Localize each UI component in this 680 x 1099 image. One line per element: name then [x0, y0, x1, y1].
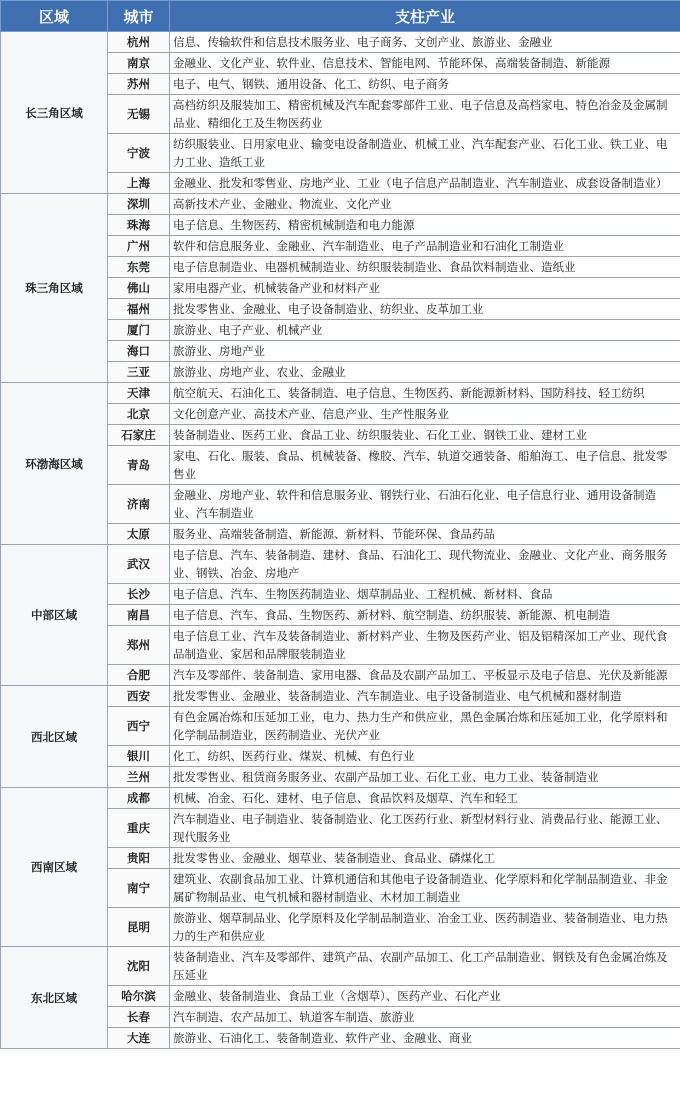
industries-cell: 批发零售业、金融业、装备制造业、汽车制造业、电子设备制造业、电气机械和器材制造	[170, 686, 680, 707]
industries-cell: 化工、纺织、医药行业、煤炭、机械、有色行业	[170, 746, 680, 767]
city-cell: 南京	[108, 53, 170, 74]
industries-cell: 旅游业、电子产业、机械产业	[170, 320, 680, 341]
industries-cell: 装备制造业、汽车及零部件、建筑产品、农副产品加工、化工产品制造业、钢铁及有色金属冶炼及压延业	[170, 947, 680, 986]
industries-cell: 金融业、装备制造业、食品工业（含烟草）、医药产业、石化产业	[170, 986, 680, 1007]
industries-cell: 汽车及零部件、装备制造、家用电器、食品及农副产品加工、平板显示及电子信息、光伏及新能源	[170, 665, 680, 686]
industries-cell: 金融业、批发和零售业、房地产业、工业（电子信息产品制造业、汽车制造业、成套设备制造业）	[170, 173, 680, 194]
industries-cell: 高档纺织及服装加工、精密机械及汽车配套零部件工业、电子信息及高档家电、特色冶金及金属制品业、精细化工及生物医药业	[170, 95, 680, 134]
city-cell: 珠海	[108, 215, 170, 236]
city-cell: 南昌	[108, 605, 170, 626]
industries-cell: 纺织服装业、日用家电业、输变电设备制造业、机械工业、汽车配套产业、石化工业、铁工业、电力工业、造纸工业	[170, 134, 680, 173]
industries-cell: 装备制造业、医药工业、食品工业、纺织服装业、石化工业、钢铁工业、建材工业	[170, 425, 680, 446]
industries-cell: 电子信息、汽车、食品、生物医药、新材料、航空制造、纺织服装、新能源、机电制造	[170, 605, 680, 626]
city-cell: 兰州	[108, 767, 170, 788]
city-cell: 昆明	[108, 908, 170, 947]
region-cell: 珠三角区域	[1, 194, 108, 383]
industries-cell: 电子信息、汽车、生物医药制造业、烟草制品业、工程机械、新材料、食品	[170, 584, 680, 605]
city-cell: 广州	[108, 236, 170, 257]
city-cell: 海口	[108, 341, 170, 362]
city-cell: 北京	[108, 404, 170, 425]
industries-cell: 高新技术产业、金融业、物流业、文化产业	[170, 194, 680, 215]
region-cell: 环渤海区域	[1, 383, 108, 545]
city-cell: 合肥	[108, 665, 170, 686]
industries-cell: 航空航天、石油化工、装备制造、电子信息、生物医药、新能源新材料、国防科技、轻工纺织	[170, 383, 680, 404]
city-cell: 哈尔滨	[108, 986, 170, 1007]
city-cell: 银川	[108, 746, 170, 767]
industries-cell: 批发零售业、租赁商务服务业、农副产品加工业、石化工业、电力工业、装备制造业	[170, 767, 680, 788]
region-cell: 长三角区域	[1, 32, 108, 194]
industries-cell: 家用电器产业、机械装备产业和材料产业	[170, 278, 680, 299]
industries-cell: 旅游业、房地产业、农业、金融业	[170, 362, 680, 383]
industries-cell: 电子信息制造业、电器机械制造业、纺织服装制造业、食品饮料制造业、造纸业	[170, 257, 680, 278]
city-cell: 长春	[108, 1007, 170, 1028]
industries-cell: 信息、传输软件和信息技术服务业、电子商务、文创产业、旅游业、金融业	[170, 32, 680, 53]
industries-cell: 家电、石化、服装、食品、机械装备、橡胶、汽车、轨道交通装备、船舶海工、电子信息、批发零售业	[170, 446, 680, 485]
city-cell: 青岛	[108, 446, 170, 485]
city-cell: 天津	[108, 383, 170, 404]
city-cell: 宁波	[108, 134, 170, 173]
table-row	[1, 788, 680, 809]
city-cell: 重庆	[108, 809, 170, 848]
industries-cell: 建筑业、农副食品加工业、计算机通信和其他电子设备制造业、化学原料和化学制品制造业、非金属矿物制品业、电气机械和器材制造业、木材加工制造业	[170, 869, 680, 908]
industries-cell: 文化创意产业、高技术产业、信息产业、生产性服务业	[170, 404, 680, 425]
industries-cell: 旅游业、烟草制品业、化学原料及化学制品制造业、冶金工业、医药制造业、装备制造业、电力热力的生产和供应业	[170, 908, 680, 947]
city-cell: 贵阳	[108, 848, 170, 869]
city-cell: 大连	[108, 1028, 170, 1049]
city-cell: 石家庄	[108, 425, 170, 446]
industries-cell: 电子信息、汽车、装备制造、建材、食品、石油化工、现代物流业、金融业、文化产业、商务服务业、钢铁、冶金、房地产	[170, 545, 680, 584]
city-cell: 西宁	[108, 707, 170, 746]
city-cell: 济南	[108, 485, 170, 524]
industries-cell: 旅游业、房地产业	[170, 341, 680, 362]
city-cell: 三亚	[108, 362, 170, 383]
industries-cell: 有色金属冶炼和压延加工业，电力、热力生产和供应业，黑色金属冶炼和压延加工业，化学原料和化学制品制造业，医药制造业、光伏产业	[170, 707, 680, 746]
table-body	[1, 32, 680, 1049]
city-cell: 太原	[108, 524, 170, 545]
table-row	[1, 947, 680, 986]
industries-cell: 汽车制造业、电子制造业、装备制造业、化工医药行业、新型材料行业、消费品行业、能源工业、现代服务业	[170, 809, 680, 848]
table-row	[1, 194, 680, 215]
city-cell: 长沙	[108, 584, 170, 605]
city-cell: 东莞	[108, 257, 170, 278]
city-cell: 西安	[108, 686, 170, 707]
industries-cell: 电子信息、生物医药、精密机械制造和电力能源	[170, 215, 680, 236]
city-cell: 郑州	[108, 626, 170, 665]
city-cell: 佛山	[108, 278, 170, 299]
industries-cell: 批发零售业、金融业、烟草业、装备制造业、食品业、磷煤化工	[170, 848, 680, 869]
table-row	[1, 32, 680, 53]
industries-cell: 服务业、高端装备制造、新能源、新材料、节能环保、食品药品	[170, 524, 680, 545]
city-cell: 福州	[108, 299, 170, 320]
city-cell: 厦门	[108, 320, 170, 341]
city-cell: 苏州	[108, 74, 170, 95]
city-cell: 上海	[108, 173, 170, 194]
industries-cell: 旅游业、石油化工、装备制造业、软件产业、金融业、商业	[170, 1028, 680, 1049]
city-cell: 沈阳	[108, 947, 170, 986]
city-cell: 南宁	[108, 869, 170, 908]
header-row	[1, 1, 680, 32]
region-cell: 东北区域	[1, 947, 108, 1049]
city-cell: 成都	[108, 788, 170, 809]
table-row	[1, 686, 680, 707]
industries-cell: 机械、冶金、石化、建材、电子信息、食品饮料及烟草、汽车和轻工	[170, 788, 680, 809]
industries-cell: 电子、电气、钢铁、通用设备、化工、纺织、电子商务	[170, 74, 680, 95]
industries-cell: 电子信息工业、汽车及装备制造业、新材料产业、生物及医药产业、铝及铝精深加工产业、现代食品制造业、家居和品牌服装制造业	[170, 626, 680, 665]
industry-header: 支柱产业	[170, 1, 680, 32]
region-header: 区域	[1, 1, 108, 32]
city-cell: 武汉	[108, 545, 170, 584]
industries-cell: 金融业、文化产业、软件业、信息技术、智能电网、节能环保、高端装备制造、新能源	[170, 53, 680, 74]
industries-cell: 软件和信息服务业、金融业、汽车制造业、电子产品制造业和石油化工制造业	[170, 236, 680, 257]
table-row	[1, 383, 680, 404]
city-cell: 深圳	[108, 194, 170, 215]
city-header: 城市	[108, 1, 170, 32]
region-cell: 西南区域	[1, 788, 108, 947]
region-cell: 中部区域	[1, 545, 108, 686]
region-cell: 西北区域	[1, 686, 108, 788]
table-row	[1, 545, 680, 584]
city-cell: 无锡	[108, 95, 170, 134]
industries-cell: 汽车制造、农产品加工、轨道客车制造、旅游业	[170, 1007, 680, 1028]
industries-cell: 批发零售业、金融业、电子设备制造业、纺织业、皮革加工业	[170, 299, 680, 320]
industries-cell: 金融业、房地产业、软件和信息服务业、钢铁行业、石油石化业、电子信息行业、通用设备制造业、汽车制造业	[170, 485, 680, 524]
city-cell: 杭州	[108, 32, 170, 53]
